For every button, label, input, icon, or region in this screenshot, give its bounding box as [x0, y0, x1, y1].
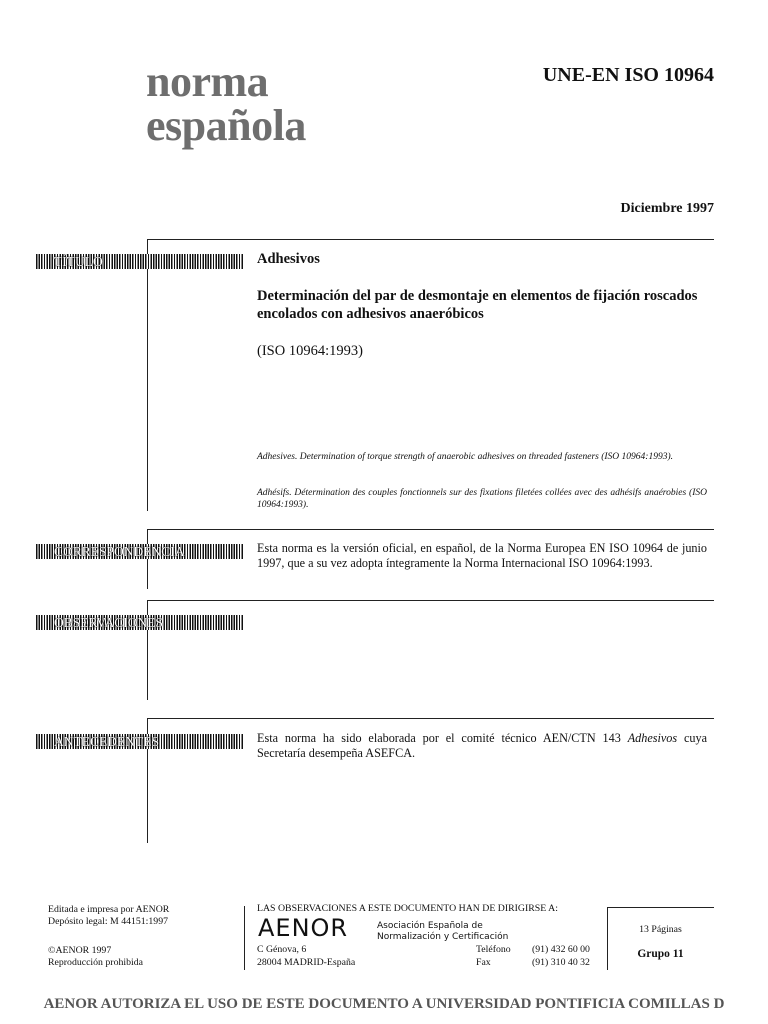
iso-reference: (ISO 10964:1993) — [257, 343, 363, 359]
address-city: 28004 MADRID-España — [257, 957, 356, 968]
correspondencia-text: Esta norma es la versión oficial, en español, de la Norma Europea EN ISO 10964 de junio 1997, que a su vez adopta íntegramente la Norma Internacional ISO 10964:1993. — [257, 541, 707, 570]
section-label-antecedentes: ANTECEDENTES — [36, 734, 244, 749]
footer-contact-heading: LAS OBSERVACIONES A ESTE DOCUMENTO HAN DE DIRIGIRSE A: — [257, 903, 558, 914]
section-vertical-correspondencia — [147, 529, 148, 589]
footer-copyright: ©AENOR 1997 — [48, 945, 112, 956]
footer-legal-deposit: Depósito legal: M 44151:1997 — [48, 916, 169, 927]
aenor-logo: AENOR — [258, 914, 349, 942]
antecedentes-text: Esta norma ha sido elaborada por el comité técnico AEN/CTN 143 Adhesivos cuya Secretaría desempeña ASEFCA. — [257, 731, 707, 760]
phone-label: Teléfono — [476, 944, 511, 955]
fax-value: (91) 310 40 32 — [532, 957, 590, 968]
section-label-observaciones: OBSERVACIONES — [36, 615, 244, 630]
license-watermark: AENOR AUTORIZA EL USO DE ESTE DOCUMENTO A UNIVERSIDAD PONTIFICIA COMILLAS D — [43, 996, 725, 1012]
section-divider-correspondencia — [147, 529, 714, 530]
footer-divider-left — [244, 906, 245, 970]
pages-box-left — [607, 907, 608, 970]
publication-date: Diciembre 1997 — [620, 201, 714, 216]
document-subtitle: Determinación del par de desmontaje en elementos de fijación roscados encolados con adhesivos anaeróbicos — [257, 288, 698, 322]
section-divider-antecedentes — [147, 718, 714, 719]
footer-publisher: Editada e impresa por AENOR — [48, 904, 170, 915]
section-divider-observaciones — [147, 600, 714, 601]
page-count: 13 Páginas — [639, 924, 682, 935]
org-name-line-2: Normalización y Certificación — [377, 932, 509, 942]
address-street: C Génova, 6 — [257, 944, 307, 955]
brand-line-2: española — [146, 101, 306, 150]
price-group: Grupo 11 — [637, 948, 684, 960]
english-title: Adhesives. Determination of torque strength of anaerobic adhesives on threaded fasteners (ISO 10964:1993). — [257, 452, 673, 462]
org-name-line-1: Asociación Española de — [377, 921, 483, 931]
section-label-correspondencia: CORRESPONDENCIA — [36, 544, 244, 559]
document-title: Adhesivos — [257, 251, 320, 267]
standard-code: UNE-EN ISO 10964 — [542, 64, 714, 86]
section-vertical-titulo — [147, 239, 148, 511]
brand-title — [146, 57, 306, 150]
brand-line-1: norma — [146, 57, 269, 106]
fax-label: Fax — [476, 957, 491, 968]
pages-box-top — [607, 907, 714, 908]
footer-reproduction: Reproducción prohibida — [48, 957, 143, 968]
french-title: Adhésifs. Détermination des couples fonctionnels sur des fixations filetées collées avec des adhésifs anaérobies (ISO 10964:1993). — [257, 488, 707, 510]
phone-value: (91) 432 60 00 — [532, 944, 590, 955]
section-label-titulo: TÍTULO — [36, 254, 244, 269]
section-divider-titulo — [147, 239, 714, 240]
